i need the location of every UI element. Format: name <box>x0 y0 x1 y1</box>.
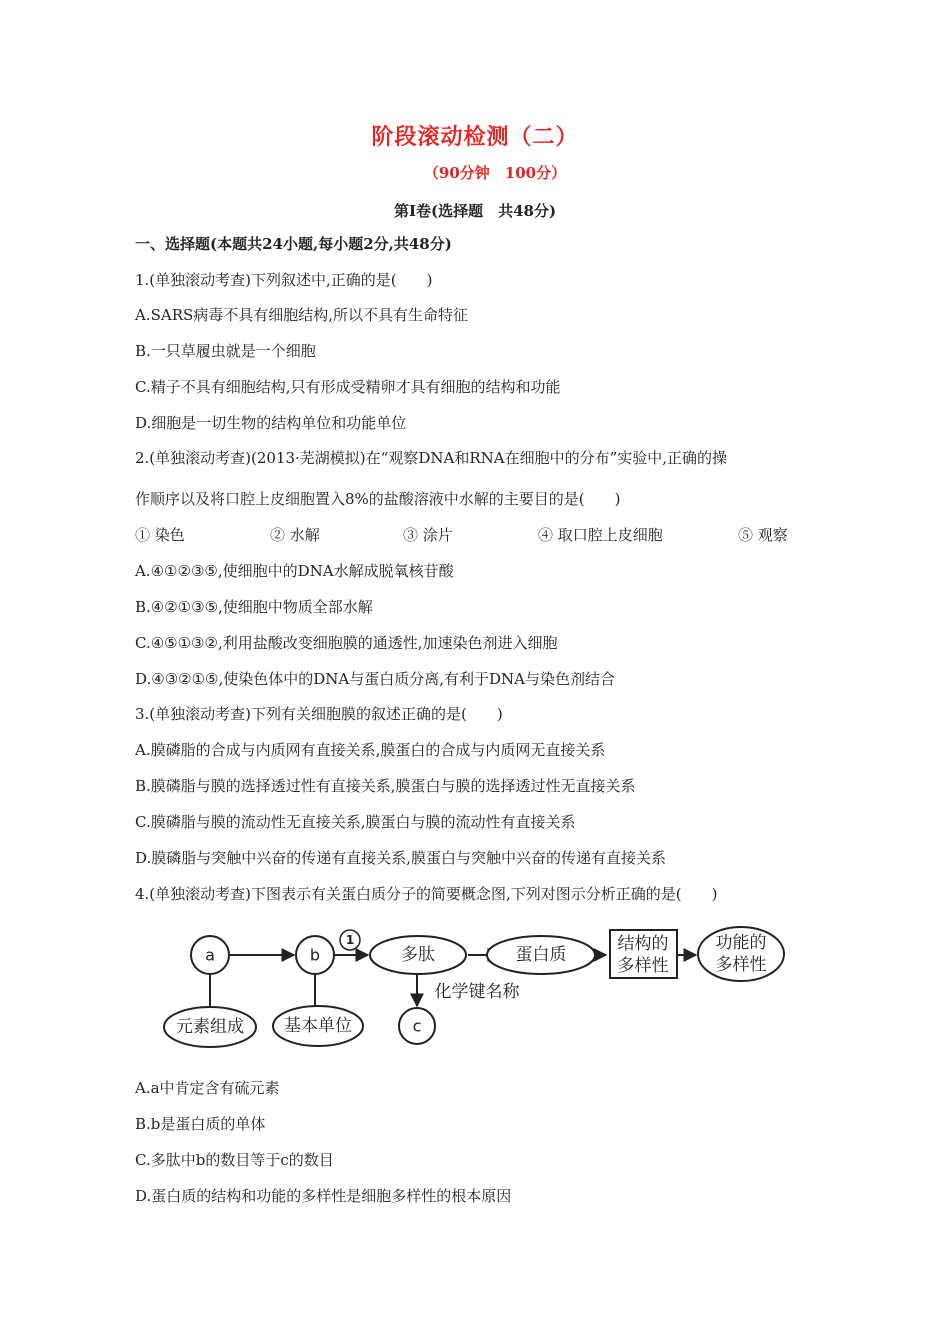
structure-label-2: 多样性 <box>617 956 669 976</box>
page-title: 阶段滚动检测（二） <box>371 124 579 150</box>
question-3-option-c: C.膜磷脂与膜的流动性无直接关系,膜蛋白与膜的流动性有直接关系 <box>135 813 576 831</box>
step-marker-label: 1 <box>345 933 355 947</box>
question-2-stem-line-1: 2.(单独滚动考查)(2013·芜湖模拟)在“观察DNA和RNA在细胞中的分布”实验中,正确的操 <box>135 449 728 467</box>
step-item: ③ 涂片 <box>403 526 453 544</box>
question-4-option-d: D.蛋白质的结构和功能的多样性是细胞多样性的根本原因 <box>135 1187 512 1205</box>
node-b-label: b <box>309 945 321 965</box>
question-1-option-c: C.精子不具有细胞结构,只有形成受精卵才具有细胞的结构和功能 <box>135 378 561 396</box>
node-a-label: a <box>205 945 215 965</box>
function-label-1: 功能的 <box>715 933 767 953</box>
question-1-stem: 1.(单独滚动考查)下列叙述中,正确的是( ) <box>135 271 433 289</box>
question-3-stem: 3.(单独滚动考查)下列有关细胞膜的叙述正确的是( ) <box>135 705 503 723</box>
peptide-label: 多肽 <box>401 945 435 965</box>
step-item: ① 染色 <box>135 526 185 544</box>
question-4-option-a: A.a中肯定含有硫元素 <box>135 1079 280 1097</box>
question-1-option-b: B.一只草履虫就是一个细胞 <box>135 342 316 360</box>
question-4-option-b: B.b是蛋白质的单体 <box>135 1115 266 1133</box>
question-1-option-d: D.细胞是一切生物的结构单位和功能单位 <box>135 414 407 432</box>
basic-unit-label: 基本单位 <box>284 1016 352 1036</box>
question-2-option-d: D.④③②①⑤,使染色体中的DNA与蛋白质分离,有利于DNA与染色剂结合 <box>135 670 616 688</box>
section-heading: 第Ⅰ卷(选择题 共48分) <box>393 202 557 220</box>
protein-label: 蛋白质 <box>515 945 567 965</box>
question-2-option-b: B.④②①③⑤,使细胞中物质全部水解 <box>135 598 373 616</box>
question-2-option-a: A.④①②③⑤,使细胞中的DNA水解成脱氧核苷酸 <box>135 562 454 580</box>
question-2-option-c: C.④⑤①③②,利用盐酸改变细胞膜的通透性,加速染色剂进入细胞 <box>135 634 558 652</box>
part-heading: 一、选择题(本题共24小题,每小题2分,共48分) <box>135 235 452 253</box>
question-4-option-c: C.多肽中b的数目等于c的数目 <box>135 1151 334 1169</box>
question-3-option-d: D.膜磷脂与突触中兴奋的传递有直接关系,膜蛋白与突触中兴奋的传递有直接关系 <box>135 849 667 867</box>
structure-label-1: 结构的 <box>617 934 669 954</box>
question-3-option-a: A.膜磷脂的合成与内质网有直接关系,膜蛋白的合成与内质网无直接关系 <box>135 741 606 759</box>
question-4-stem: 4.(单独滚动考查)下图表示有关蛋白质分子的简要概念图,下列对图示分析正确的是( ) <box>135 885 718 903</box>
protein-concept-diagram <box>150 918 800 1058</box>
question-1-option-a: A.SARS病毒不具有细胞结构,所以不具有生命特征 <box>135 306 469 324</box>
step-item: ④ 取口腔上皮细胞 <box>538 526 663 544</box>
bond-name-label: 化学键名称 <box>434 982 520 1002</box>
function-label-2: 多样性 <box>715 955 767 975</box>
node-c-label: c <box>412 1016 422 1036</box>
question-2-stem-line-2: 作顺序以及将口腔上皮细胞置入8%的盐酸溶液中水解的主要目的是( ) <box>135 490 621 508</box>
step-item: ② 水解 <box>270 526 320 544</box>
elements-label: 元素组成 <box>176 1017 244 1037</box>
step-item: ⑤ 观察 <box>738 526 788 544</box>
question-3-option-b: B.膜磷脂与膜的选择透过性有直接关系,膜蛋白与膜的选择透过性无直接关系 <box>135 777 636 795</box>
page-subtitle: （90分钟 100分） <box>423 164 567 182</box>
